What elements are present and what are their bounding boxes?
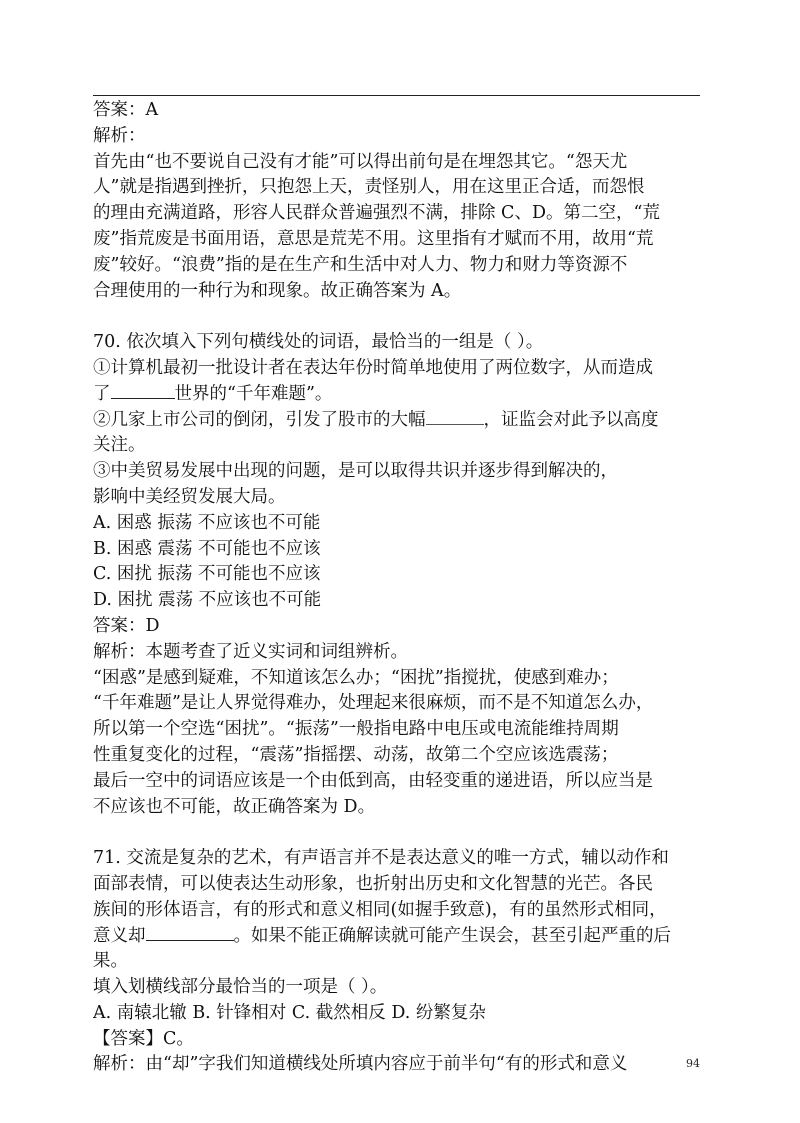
q70-analysis-line: 最后一空中的词语应该是一个由低到高，由轻变重的递进语，所以应当是	[93, 770, 653, 791]
q71-answer: 【答案】C。	[93, 1028, 194, 1049]
q69-analysis-label: 解析：	[93, 125, 146, 146]
q71-stem-line: 族间的形体语言，有的形式和意义相同(如握手致意)，有的虽然形式相同，	[93, 899, 667, 920]
paragraph-gap	[93, 820, 705, 846]
q71-blank-line	[93, 924, 705, 950]
q69-analysis-line: 废”指荒废是书面用语，意思是荒芜不用。这里指有才赋而不用，故用“荒	[93, 228, 654, 249]
q71-stem-line: 71. 交流是复杂的艺术，有声语言并不是表达意义的唯一方式，辅以动作和	[93, 848, 669, 869]
q71-blank-pre: 意义却	[93, 925, 146, 946]
q70-analysis-line: 解析：本题考查了近义实词和词组辨析。	[93, 641, 408, 662]
fill-blank	[111, 384, 175, 399]
q70-s2-post: ，证监会对此予以高度	[483, 409, 659, 430]
q69-analysis-line: 首先由“也不要说自己没有才能”可以得出前句是在埋怨其它。“怨天尤	[93, 151, 628, 172]
page-content	[93, 98, 705, 1078]
q69-analysis-line: 废”较好。“浪费”指的是在生产和生活中对人力、物力和财力等资源不	[93, 254, 628, 275]
q70-analysis-line: 不应该也不可能，故正确答案为 D。	[93, 796, 376, 817]
q70-s2-pre: ②几家上市公司的倒闭，引发了股市的大幅	[93, 409, 426, 430]
q70-sentence-3-cont: 影响中美经贸发展大局。	[93, 486, 286, 507]
q70-sentence-1-cont	[93, 382, 705, 408]
q69-analysis-line: 合理使用的一种行为和现象。故正确答案为 A。	[93, 280, 462, 301]
q70-analysis-line: “千年难题”是让人界觉得难办，处理起来很麻烦，而不是不知道怎么办，	[93, 693, 654, 714]
fill-blank	[426, 410, 484, 425]
q70-sentence-2-cont: 关注。	[93, 435, 146, 456]
q70-option: A. 困惑 振荡 不应该也不可能	[93, 512, 321, 533]
q71-stem-line: 面部表情，可以使表达生动形象，也折射出历史和文化智慧的光芒。各民	[93, 873, 653, 894]
q70-analysis-line: “困惑”是感到疑难，不知道该怎么办；“困扰”指搅扰，使感到难办；	[93, 667, 619, 688]
q70-option: B. 困惑 震荡 不可能也不应该	[93, 538, 321, 559]
q70-sentence-2	[93, 408, 705, 434]
q70-option: D. 困扰 震荡 不应该也不可能	[93, 590, 322, 611]
q69-answer: 答案：A	[93, 100, 159, 120]
q71-options: A. 南辕北辙 B. 针锋相对 C. 截然相反 D. 纷繁复杂	[93, 1002, 486, 1023]
paragraph-gap	[93, 304, 705, 330]
q70-answer: 答案：D	[93, 615, 160, 636]
fill-blank	[146, 926, 234, 941]
q70-s1-pre: 了	[93, 383, 111, 404]
q70-analysis-line: 性重复变化的过程，“震荡”指摇摆、动荡，故第二个空应该选震荡；	[93, 744, 619, 765]
q69-analysis-line: 的理由充满道路，形容人民群众普遍强烈不满，排除 C、D。第二空，“荒	[93, 203, 660, 224]
q70-sentence-1: ①计算机最初一批设计者在表达年份时简单地使用了两位数字，从而造成	[93, 357, 653, 378]
q71-blank-post: 。如果不能正确解读就可能产生误会，甚至引起严重的后	[233, 925, 671, 946]
q71-prompt: 填入划横线部分最恰当的一项是（ ）。	[93, 977, 388, 998]
page-number: 94	[686, 1057, 700, 1070]
q70-sentence-3: ③中美贸易发展中出现的问题，是可以取得共识并逐步得到解决的，	[93, 461, 618, 482]
q71-analysis: 解析：由“却”字我们知道横线处所填内容应于前半句“有的形式和意义	[93, 1054, 628, 1075]
header-rule	[93, 95, 700, 96]
q70-s1-post: 世界的“千年难题”。	[174, 383, 333, 404]
q70-analysis-line: 所以第一个空选“困扰”。“振荡”一般指电路中电压或电流能维持周期	[93, 719, 619, 740]
q71-stem-end: 果。	[93, 951, 128, 972]
q70-option: C. 困扰 振荡 不可能也不应该	[93, 564, 321, 585]
q69-analysis-line: 人”就是指遇到挫折，只抱怨上天，责怪别人，用在这里正合适，而怨恨	[93, 177, 645, 198]
q70-stem: 70. 依次填入下列句横线处的词语，最恰当的一组是（ ）。	[93, 332, 544, 353]
